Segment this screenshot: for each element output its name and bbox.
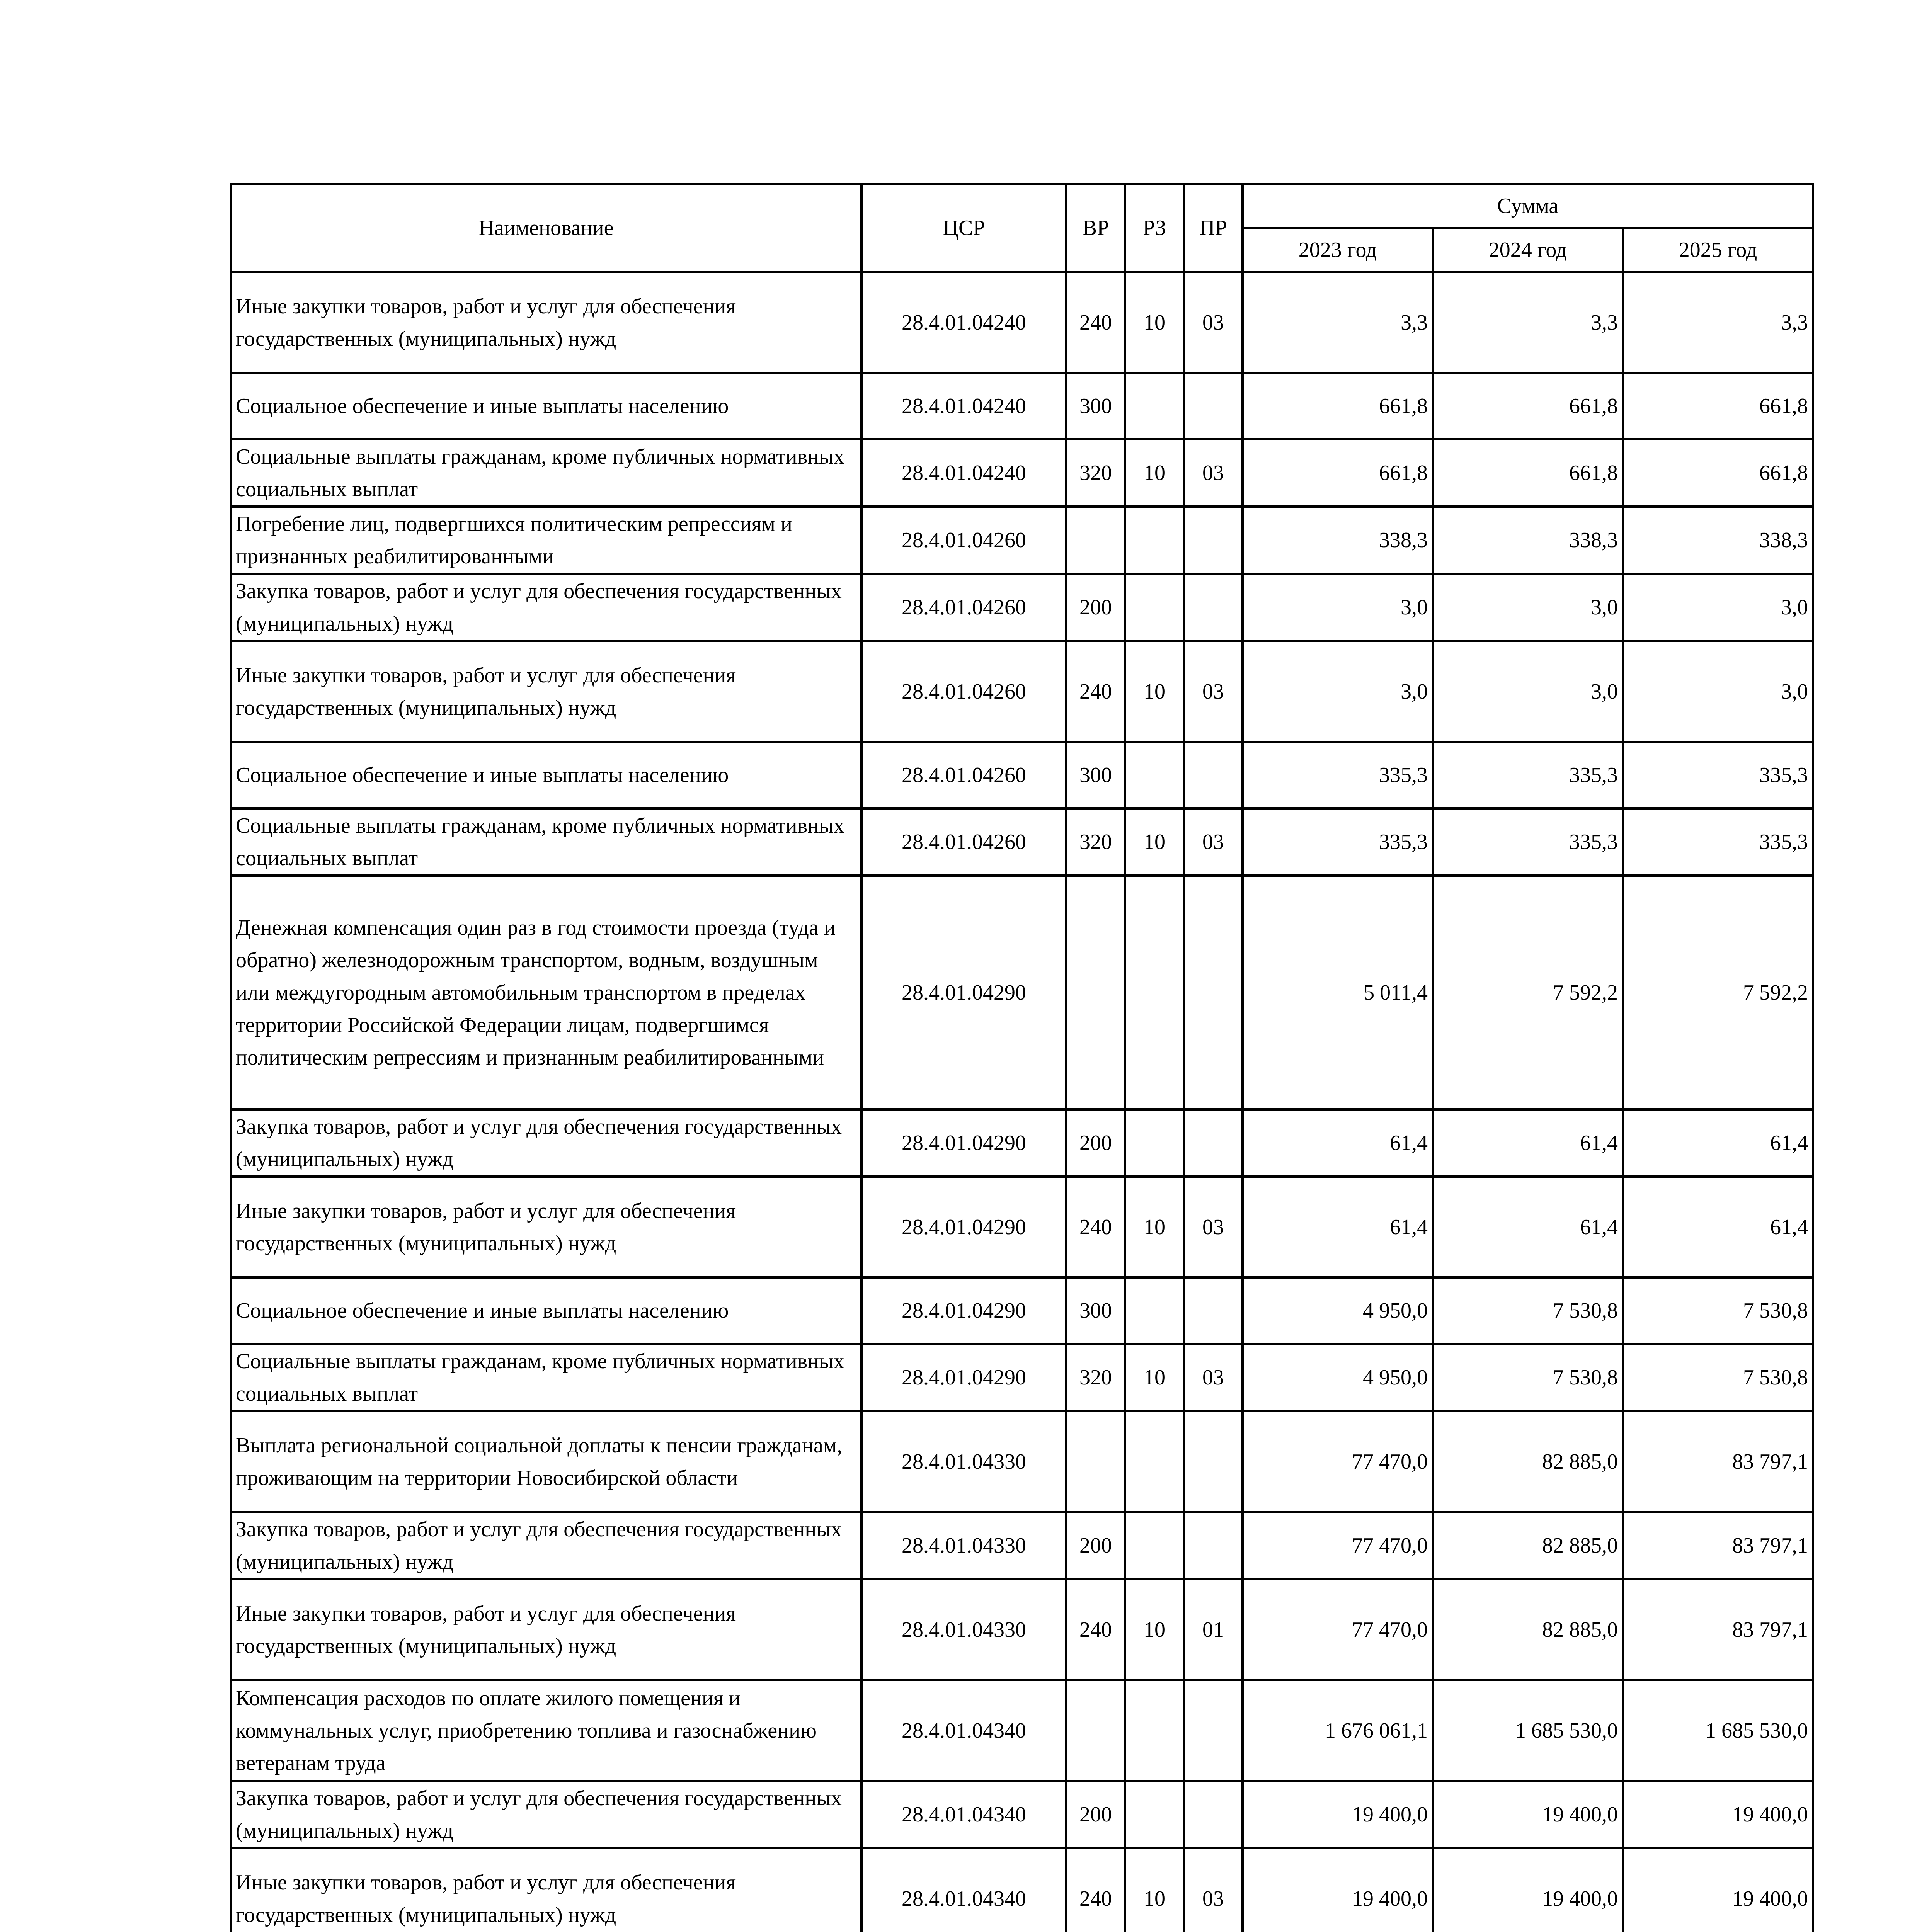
row-rz [1125, 1277, 1184, 1344]
row-rz: 10 [1125, 1344, 1184, 1411]
row-2025: 7 530,8 [1623, 1277, 1813, 1344]
row-pr: 03 [1184, 1344, 1243, 1411]
row-2025: 83 797,1 [1623, 1512, 1813, 1579]
row-vr: 240 [1066, 1848, 1125, 1932]
row-csr: 28.4.01.04260 [861, 808, 1066, 876]
row-pr [1184, 876, 1243, 1109]
row-rz: 10 [1125, 272, 1184, 373]
row-pr [1184, 373, 1243, 439]
table-row [231, 1848, 1813, 1932]
row-vr [1066, 1411, 1125, 1512]
row-2023: 338,3 [1243, 507, 1433, 574]
row-2025: 335,3 [1623, 808, 1813, 876]
row-vr: 200 [1066, 574, 1125, 641]
row-vr: 200 [1066, 1512, 1125, 1579]
table-row [231, 1109, 1813, 1177]
row-pr [1184, 1512, 1243, 1579]
row-pr: 03 [1184, 641, 1243, 742]
row-rz: 10 [1125, 439, 1184, 507]
table-row [231, 439, 1813, 507]
row-pr [1184, 1411, 1243, 1512]
row-2024: 338,3 [1433, 507, 1623, 574]
row-2023: 3,0 [1243, 574, 1433, 641]
row-2025: 3,3 [1623, 272, 1813, 373]
row-2025: 7 592,2 [1623, 876, 1813, 1109]
table-row [231, 272, 1813, 373]
row-pr [1184, 1680, 1243, 1781]
row-2025: 338,3 [1623, 507, 1813, 574]
row-name: Социальное обеспечение и иные выплаты населению [231, 373, 861, 439]
row-2024: 61,4 [1433, 1177, 1623, 1277]
header-2024: 2024 год [1433, 228, 1623, 272]
row-csr: 28.4.01.04330 [861, 1512, 1066, 1579]
row-name: Иные закупки товаров, работ и услуг для обеспечения государственных (муниципальных) нужд [231, 1848, 861, 1932]
row-2025: 61,4 [1623, 1177, 1813, 1277]
row-2024: 661,8 [1433, 439, 1623, 507]
row-name: Иные закупки товаров, работ и услуг для обеспечения государственных (муниципальных) нужд [231, 1579, 861, 1680]
row-pr [1184, 507, 1243, 574]
row-2023: 3,3 [1243, 272, 1433, 373]
row-pr [1184, 574, 1243, 641]
row-rz [1125, 876, 1184, 1109]
row-2024: 82 885,0 [1433, 1512, 1623, 1579]
row-rz [1125, 1411, 1184, 1512]
row-2023: 3,0 [1243, 641, 1433, 742]
row-2024: 1 685 530,0 [1433, 1680, 1623, 1781]
table-row [231, 1781, 1813, 1848]
row-2025: 3,0 [1623, 574, 1813, 641]
row-csr: 28.4.01.04290 [861, 1109, 1066, 1177]
row-2025: 1 685 530,0 [1623, 1680, 1813, 1781]
row-2024: 19 400,0 [1433, 1781, 1623, 1848]
row-csr: 28.4.01.04330 [861, 1579, 1066, 1680]
row-vr [1066, 876, 1125, 1109]
row-vr: 200 [1066, 1109, 1125, 1177]
header-2025: 2025 год [1623, 228, 1813, 272]
row-name: Закупка товаров, работ и услуг для обеспечения государственных (муниципальных) нужд [231, 1109, 861, 1177]
row-2025: 335,3 [1623, 742, 1813, 808]
row-csr: 28.4.01.04260 [861, 641, 1066, 742]
row-pr: 03 [1184, 1848, 1243, 1932]
row-csr: 28.4.01.04260 [861, 574, 1066, 641]
row-csr: 28.4.01.04340 [861, 1781, 1066, 1848]
row-vr [1066, 1680, 1125, 1781]
row-name: Социальное обеспечение и иные выплаты населению [231, 1277, 861, 1344]
row-2025: 61,4 [1623, 1109, 1813, 1177]
row-rz: 10 [1125, 1848, 1184, 1932]
row-2024: 7 530,8 [1433, 1344, 1623, 1411]
row-csr: 28.4.01.04290 [861, 1277, 1066, 1344]
header-rz: РЗ [1125, 184, 1184, 272]
row-2025: 661,8 [1623, 373, 1813, 439]
row-pr [1184, 742, 1243, 808]
table-row [231, 373, 1813, 439]
header-vr: ВР [1066, 184, 1125, 272]
row-csr: 28.4.01.04290 [861, 1344, 1066, 1411]
row-name: Иные закупки товаров, работ и услуг для обеспечения государственных (муниципальных) нужд [231, 641, 861, 742]
row-2025: 19 400,0 [1623, 1781, 1813, 1848]
row-2023: 661,8 [1243, 373, 1433, 439]
row-vr: 200 [1066, 1781, 1125, 1848]
row-2023: 335,3 [1243, 742, 1433, 808]
row-name: Погребение лиц, подвергшихся политическим репрессиям и признанных реабилитированными [231, 507, 861, 574]
row-name: Иные закупки товаров, работ и услуг для обеспечения государственных (муниципальных) нужд [231, 272, 861, 373]
row-name: Закупка товаров, работ и услуг для обеспечения государственных (муниципальных) нужд [231, 1512, 861, 1579]
row-rz: 10 [1125, 641, 1184, 742]
row-2024: 335,3 [1433, 742, 1623, 808]
table-row [231, 641, 1813, 742]
row-vr: 320 [1066, 808, 1125, 876]
row-rz [1125, 373, 1184, 439]
row-vr: 300 [1066, 1277, 1125, 1344]
row-2023: 77 470,0 [1243, 1512, 1433, 1579]
row-2024: 3,3 [1433, 272, 1623, 373]
row-csr: 28.4.01.04340 [861, 1680, 1066, 1781]
table-row [231, 876, 1813, 1109]
budget-table [230, 183, 1814, 1932]
row-name: Закупка товаров, работ и услуг для обеспечения государственных (муниципальных) нужд [231, 574, 861, 641]
row-2025: 83 797,1 [1623, 1579, 1813, 1680]
row-vr: 240 [1066, 1579, 1125, 1680]
row-2023: 77 470,0 [1243, 1579, 1433, 1680]
row-vr: 300 [1066, 373, 1125, 439]
table-row [231, 1344, 1813, 1411]
row-csr: 28.4.01.04260 [861, 742, 1066, 808]
row-2025: 661,8 [1623, 439, 1813, 507]
header-csr: ЦСР [861, 184, 1066, 272]
row-2025: 83 797,1 [1623, 1411, 1813, 1512]
header-pr: ПР [1184, 184, 1243, 272]
row-pr [1184, 1781, 1243, 1848]
row-vr: 320 [1066, 439, 1125, 507]
row-2024: 19 400,0 [1433, 1848, 1623, 1932]
row-rz [1125, 1109, 1184, 1177]
row-pr: 03 [1184, 1177, 1243, 1277]
row-csr: 28.4.01.04290 [861, 1177, 1066, 1277]
table-row [231, 1177, 1813, 1277]
row-2024: 7 530,8 [1433, 1277, 1623, 1344]
table-row [231, 507, 1813, 574]
row-csr: 28.4.01.04240 [861, 373, 1066, 439]
row-csr: 28.4.01.04330 [861, 1411, 1066, 1512]
row-rz [1125, 1680, 1184, 1781]
header-sum: Сумма [1243, 184, 1813, 228]
row-name: Денежная компенсация один раз в год стоимости проезда (туда и обратно) железнодорожным транспортом, водным, воздушным или междугородным автомобильным транспортом в пределах территории Российской Федерации лицам, подвергшимся политическим репрессиям и признанным реабилитированными [231, 876, 861, 1109]
row-name: Компенсация расходов по оплате жилого помещения и коммунальных услуг, приобретению топлива и газоснабжению ветеранам труда [231, 1680, 861, 1781]
row-2025: 19 400,0 [1623, 1848, 1813, 1932]
row-rz [1125, 1512, 1184, 1579]
row-csr: 28.4.01.04240 [861, 272, 1066, 373]
row-2023: 661,8 [1243, 439, 1433, 507]
row-rz [1125, 1781, 1184, 1848]
row-name: Социальное обеспечение и иные выплаты населению [231, 742, 861, 808]
row-rz: 10 [1125, 1579, 1184, 1680]
table-row [231, 1411, 1813, 1512]
row-vr: 320 [1066, 1344, 1125, 1411]
row-vr [1066, 507, 1125, 574]
row-rz [1125, 507, 1184, 574]
row-2024: 61,4 [1433, 1109, 1623, 1177]
row-2024: 3,0 [1433, 574, 1623, 641]
table-row [231, 808, 1813, 876]
row-csr: 28.4.01.04240 [861, 439, 1066, 507]
row-2024: 335,3 [1433, 808, 1623, 876]
row-name: Социальные выплаты гражданам, кроме публичных нормативных социальных выплат [231, 1344, 861, 1411]
row-2025: 3,0 [1623, 641, 1813, 742]
row-name: Социальные выплаты гражданам, кроме публичных нормативных социальных выплат [231, 808, 861, 876]
header-2023: 2023 год [1243, 228, 1433, 272]
row-2023: 4 950,0 [1243, 1344, 1433, 1411]
row-csr: 28.4.01.04260 [861, 507, 1066, 574]
table-row [231, 1512, 1813, 1579]
row-2023: 61,4 [1243, 1177, 1433, 1277]
row-2023: 5 011,4 [1243, 876, 1433, 1109]
row-2023: 335,3 [1243, 808, 1433, 876]
row-csr: 28.4.01.04340 [861, 1848, 1066, 1932]
row-csr: 28.4.01.04290 [861, 876, 1066, 1109]
row-rz [1125, 574, 1184, 641]
row-rz [1125, 742, 1184, 808]
row-vr: 240 [1066, 272, 1125, 373]
row-name: Социальные выплаты гражданам, кроме публичных нормативных социальных выплат [231, 439, 861, 507]
header-row [231, 184, 1813, 228]
table-row [231, 1680, 1813, 1781]
row-name: Иные закупки товаров, работ и услуг для обеспечения государственных (муниципальных) нужд [231, 1177, 861, 1277]
row-rz: 10 [1125, 1177, 1184, 1277]
row-2023: 19 400,0 [1243, 1848, 1433, 1932]
row-pr [1184, 1109, 1243, 1177]
row-vr: 240 [1066, 1177, 1125, 1277]
header-name: Наименование [231, 184, 861, 272]
row-2024: 82 885,0 [1433, 1579, 1623, 1680]
row-2024: 7 592,2 [1433, 876, 1623, 1109]
row-2023: 61,4 [1243, 1109, 1433, 1177]
table-row [231, 574, 1813, 641]
row-2024: 82 885,0 [1433, 1411, 1623, 1512]
row-pr: 03 [1184, 808, 1243, 876]
table-body [231, 272, 1813, 1932]
row-vr: 240 [1066, 641, 1125, 742]
table-row [231, 1579, 1813, 1680]
row-2024: 3,0 [1433, 641, 1623, 742]
row-2023: 77 470,0 [1243, 1411, 1433, 1512]
row-vr: 300 [1066, 742, 1125, 808]
row-2023: 4 950,0 [1243, 1277, 1433, 1344]
row-pr: 03 [1184, 439, 1243, 507]
row-pr: 01 [1184, 1579, 1243, 1680]
row-2023: 19 400,0 [1243, 1781, 1433, 1848]
row-name: Закупка товаров, работ и услуг для обеспечения государственных (муниципальных) нужд [231, 1781, 861, 1848]
row-pr [1184, 1277, 1243, 1344]
row-name: Выплата региональной социальной доплаты к пенсии гражданам, проживающим на территории Новосибирской области [231, 1411, 861, 1512]
table-row [231, 742, 1813, 808]
row-2025: 7 530,8 [1623, 1344, 1813, 1411]
row-pr: 03 [1184, 272, 1243, 373]
row-2024: 661,8 [1433, 373, 1623, 439]
row-2023: 1 676 061,1 [1243, 1680, 1433, 1781]
row-rz: 10 [1125, 808, 1184, 876]
table-row [231, 1277, 1813, 1344]
